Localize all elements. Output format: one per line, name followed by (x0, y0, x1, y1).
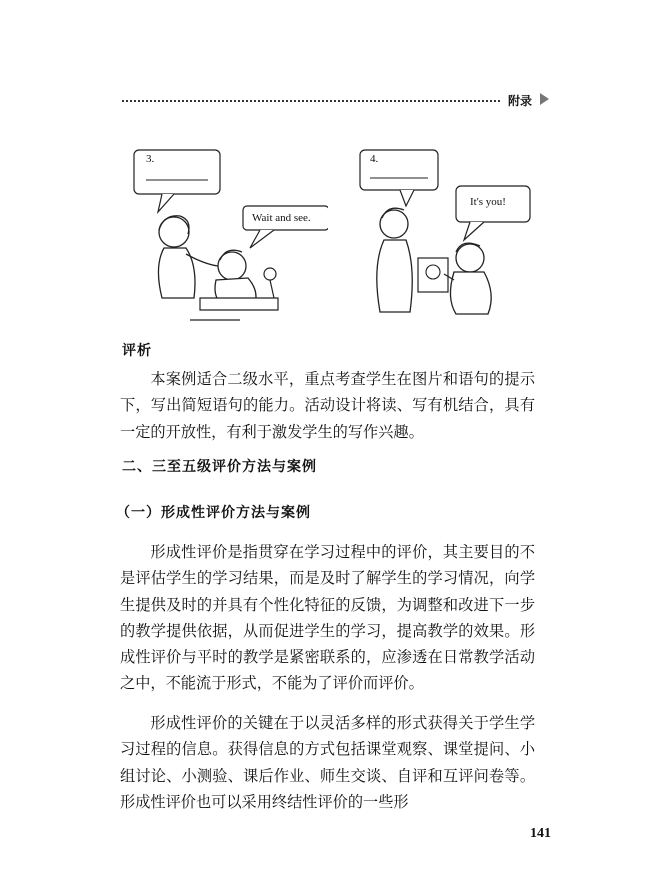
running-header: 附录 (508, 94, 533, 108)
teacher-student-drawing (128, 148, 328, 328)
illustration-panel-4 (358, 148, 538, 328)
body-paragraph-2: 形成性评价的关键在于以灵活多样的形式获得关于学生学习过程的信息。获得信息的方式包括课堂观察、课堂提问、小组讨论、小测验、课后作业、师生交谈、自评和互评问卷等。形成性评价也可以采用终结性评价的一些形 (120, 714, 535, 811)
illustration-panel-3 (128, 148, 328, 328)
triangle-arrow-icon (540, 93, 549, 105)
body-paragraph-1: 形成性评价是指贯穿在学习过程中的评价，其主要目的不是评估学生的学习结果，而是及时了解学生的学习情况，向学生提供及时的并具有个性化特征的反馈，为调整和改进下一步的教学提供依据，从而促进学生的学习，提高教学的效果。形成性评价与平时的教学是紧密联系的，应渗透在日常教学活动之中，不能流于形式，不能为了评价而评价。 (120, 543, 535, 693)
panel-3-speech: Wait and see. (252, 212, 311, 224)
page-number: 141 (530, 826, 551, 841)
panel-4-speech: It's you! (470, 196, 506, 208)
header-rule (122, 100, 500, 102)
subsection-heading: （一）形成性评价方法与案例 (116, 505, 311, 521)
section-heading: 二、三至五级评价方法与案例 (122, 459, 317, 475)
panel-4-number: 4. (370, 153, 379, 165)
student-presents-drawing (358, 148, 538, 328)
analysis-heading: 评析 (122, 343, 152, 359)
analysis-paragraph: 本案例适合二级水平，重点考查学生在图片和语句的提示下，写出简短语句的能力。活动设计将读、写有机结合，具有一定的开放性，有利于激发学生的写作兴趣。 (120, 370, 535, 441)
panel-3-number: 3. (146, 153, 155, 165)
